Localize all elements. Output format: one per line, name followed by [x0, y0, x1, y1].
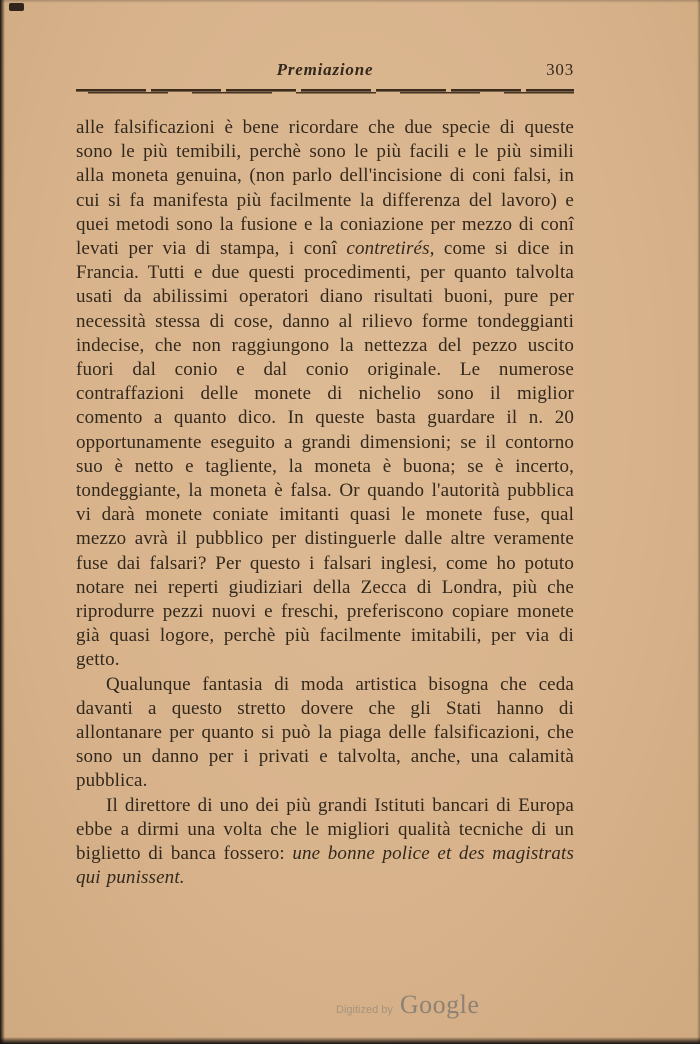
page-number: 303 [546, 60, 574, 79]
italic-term: contretirés, [346, 238, 435, 260]
google-logo: Google [399, 990, 480, 1019]
scan-edge-bottom [0, 1037, 700, 1044]
italic-quote: une bonne police et des magistrats qui punissent. [76, 843, 574, 889]
page [76, 60, 574, 891]
paragraph-2 [76, 673, 574, 794]
running-header [76, 60, 574, 80]
running-title: Premiazione [276, 60, 374, 79]
scan-artifact [9, 3, 24, 11]
paragraph-3-text: Il direttore di uno dei più grandi Istituti bancari di Europa ebbe a dirmi una volta che le migliori qualità tecniche di un biglietto di banca fossero: [76, 794, 574, 865]
digitized-by-label: Digitized by [336, 1004, 393, 1016]
paragraph-2-text: Qualunque fantasia di moda artistica bisogna che ceda davanti a questo stretto dovere che gli Stati hanno di allontanare per quanto si può la piaga delle falsificazioni, che sono un danno per i privati e talvolta, anche, una calamità pubblica. [76, 673, 574, 792]
scan-edge-top [0, 0, 700, 3]
paragraph-1 [76, 116, 574, 673]
text-block [76, 116, 574, 891]
paragraph-1-text-cont: come si dice in Francia. Tutti e due questi procedimenti, per quanto talvolta usati da abilissimi operatori diano risultati buoni, pure per necessità stessa di cose, danno al rilievo forme tondeggianti indecise, che non raggiungono la nettezza del pezzo uscito fuori dal conio e dal conio originale. Le numerose contraffazioni delle monete di nichelio sono il miglior comento a quanto dico. In queste basta guardare il n. 20 opportunamente eseguito a grandi dimensioni; se il contorno suo è netto e tagliente, la moneta è buona; se è incerto, tondeggiante, la moneta è falsa. Or quando l'autorità pubblica vi darà monete coniate imitanti quasi le monete fuse, qual mezzo avrà il pubblico per distinguerle dalle altre veramente fuse dai falsari? Per questo i falsari inglesi, come ho potuto notare nei reperti giudiziari della Zecca di Londra, più che riprodurre pezzi nuovi e freschi, preferiscono copiare monete già quasi logore, perchè più facilmente imitabili, per via di getto. [76, 238, 574, 671]
watermark [336, 990, 479, 1020]
paragraph-3 [76, 794, 574, 891]
header-rule [76, 89, 574, 95]
paragraph-1-text: alle falsificazioni è bene ricordare che due specie di queste sono le più temibili, perchè sono le più facili e le più simili alla moneta genuina, (non parlo dell'incisione di coni falsi, in cui si fa manifesta più facilmente la differenza del lavoro) e quei metodi sono la fusione e la coniazione per mezzo di conî levati per via di stampa, i conî [76, 117, 574, 260]
scan-edge-left [0, 0, 5, 1044]
